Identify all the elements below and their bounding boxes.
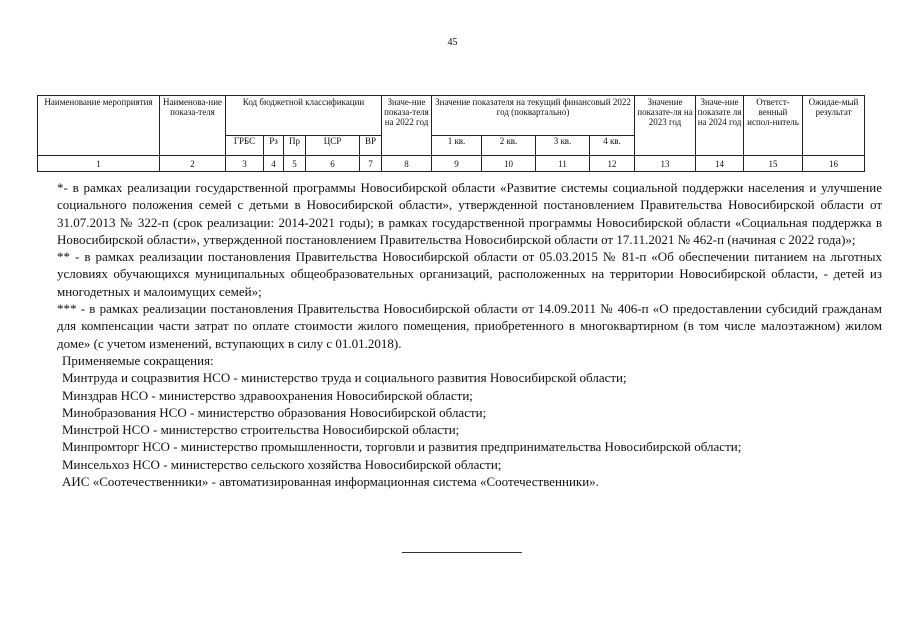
abbreviation-item: АИС «Соотечественники» - автоматизированная информационная система «Соотечественники». — [62, 474, 599, 490]
abbreviation-item: Минобразования НСО - министерство образования Новосибирской области; — [62, 404, 487, 420]
abbreviation-item: Минздрав НСО - министерство здравоохранения Новосибирской области; — [62, 387, 473, 403]
column-number: 12 — [590, 156, 635, 172]
column-number: 2 — [160, 156, 226, 172]
footer-separator-line — [402, 552, 522, 553]
header-indicator-name: Наименова-ние показа-теля — [160, 96, 226, 156]
header-expected-result: Ожидае-мый результат — [803, 96, 865, 156]
header-executor: Ответст-венный испол-нитель — [744, 96, 803, 156]
abbreviation-item: Минпромторг НСО - министерство промышленности, торговли и развития предпринимательства Новосибирской области; — [62, 439, 742, 455]
header-value-2022: Значе-ние показа-теля на 2022 год — [382, 96, 432, 156]
header-value-2023: Значение показате-ля на 2023 год — [635, 96, 696, 156]
subheader-tsr: ЦСР — [306, 136, 360, 156]
page-number: 45 — [447, 37, 458, 48]
column-number: 9 — [432, 156, 482, 172]
header-event-name: Наименование мероприятия — [38, 96, 160, 156]
column-number-row — [38, 156, 865, 172]
subheader-pr: Пр — [284, 136, 306, 156]
column-number: 5 — [284, 156, 306, 172]
column-number: 10 — [482, 156, 536, 172]
footnote-double-star: ** - в рамках реализации постановления Правительства Новосибирской области от 05.03.2015 № 81-п «Об обеспечении питанием на льготных условиях обучающихся муниципальных общеобразовательных организаций, расположенных на территории Новосибирской области, - детей из многодетных и малоимущих семей»; — [57, 249, 882, 299]
budget-table — [37, 95, 865, 172]
column-number: 3 — [226, 156, 264, 172]
column-number: 15 — [744, 156, 803, 172]
footnote-triple-star: *** - в рамках реализации постановления Правительства Новосибирской области от 14.09.2011 № 406-п «О предоставлении субсидий гражданам для компенсации части затрат по оплате стоимости жилого помещения, приобретенного в многоквартирном (в том числе малоэтажном) жилом доме» (с учетом изменений, вступающих в силу с 01.01.2018). — [57, 301, 882, 351]
column-number: 6 — [306, 156, 360, 172]
subheader-q1: 1 кв. — [432, 136, 482, 156]
subheader-q3: 3 кв. — [536, 136, 590, 156]
column-number: 14 — [696, 156, 744, 172]
column-number: 7 — [360, 156, 382, 172]
abbreviations-title: Применяемые сокращения: — [62, 352, 214, 368]
column-number: 4 — [264, 156, 284, 172]
column-number: 16 — [803, 156, 865, 172]
header-budget-code: Код бюджетной классификации — [226, 96, 382, 136]
abbreviation-item: Минсельхоз НСО - министерство сельского хозяйства Новосибирской области; — [62, 456, 502, 472]
column-number: 8 — [382, 156, 432, 172]
header-value-2024: Значе-ние показате ля на 2024 год — [696, 96, 744, 156]
footnotes — [57, 179, 882, 490]
subheader-vr: ВР — [360, 136, 382, 156]
abbreviation-item: Минтруда и соцразвития НСО - министерство труда и социального развития Новосибирской области; — [62, 370, 627, 386]
column-number: 11 — [536, 156, 590, 172]
footnote-single-star: *- в рамках реализации государственной программы Новосибирской области «Развитие системы социальной поддержки населения и улучшение социального положения семей с детьми в Новосибирской области», утвержденной постановлением Правительства Новосибирской области от 31.07.2013 № 322-п (срок реализации: 2014-2021 годы); в рамках государственной программы Новосибирской области «Социальная поддержка в Новосибирской области», утвержденной постановлением Правительства Новосибирской области от 17.11.2021 № 462-п (начиная с 2022 года)»; — [57, 180, 882, 247]
column-number: 1 — [38, 156, 160, 172]
table-header-row — [38, 96, 865, 136]
subheader-grbs: ГРБС — [226, 136, 264, 156]
subheader-q4: 4 кв. — [590, 136, 635, 156]
column-number: 13 — [635, 156, 696, 172]
abbreviation-item: Минстрой НСО - министерство строительства Новосибирской области; — [62, 422, 460, 438]
subheader-rz: Рз — [264, 136, 284, 156]
header-current-value: Значение показателя на текущий финансовый 2022 год (поквартально) — [432, 96, 635, 136]
subheader-q2: 2 кв. — [482, 136, 536, 156]
